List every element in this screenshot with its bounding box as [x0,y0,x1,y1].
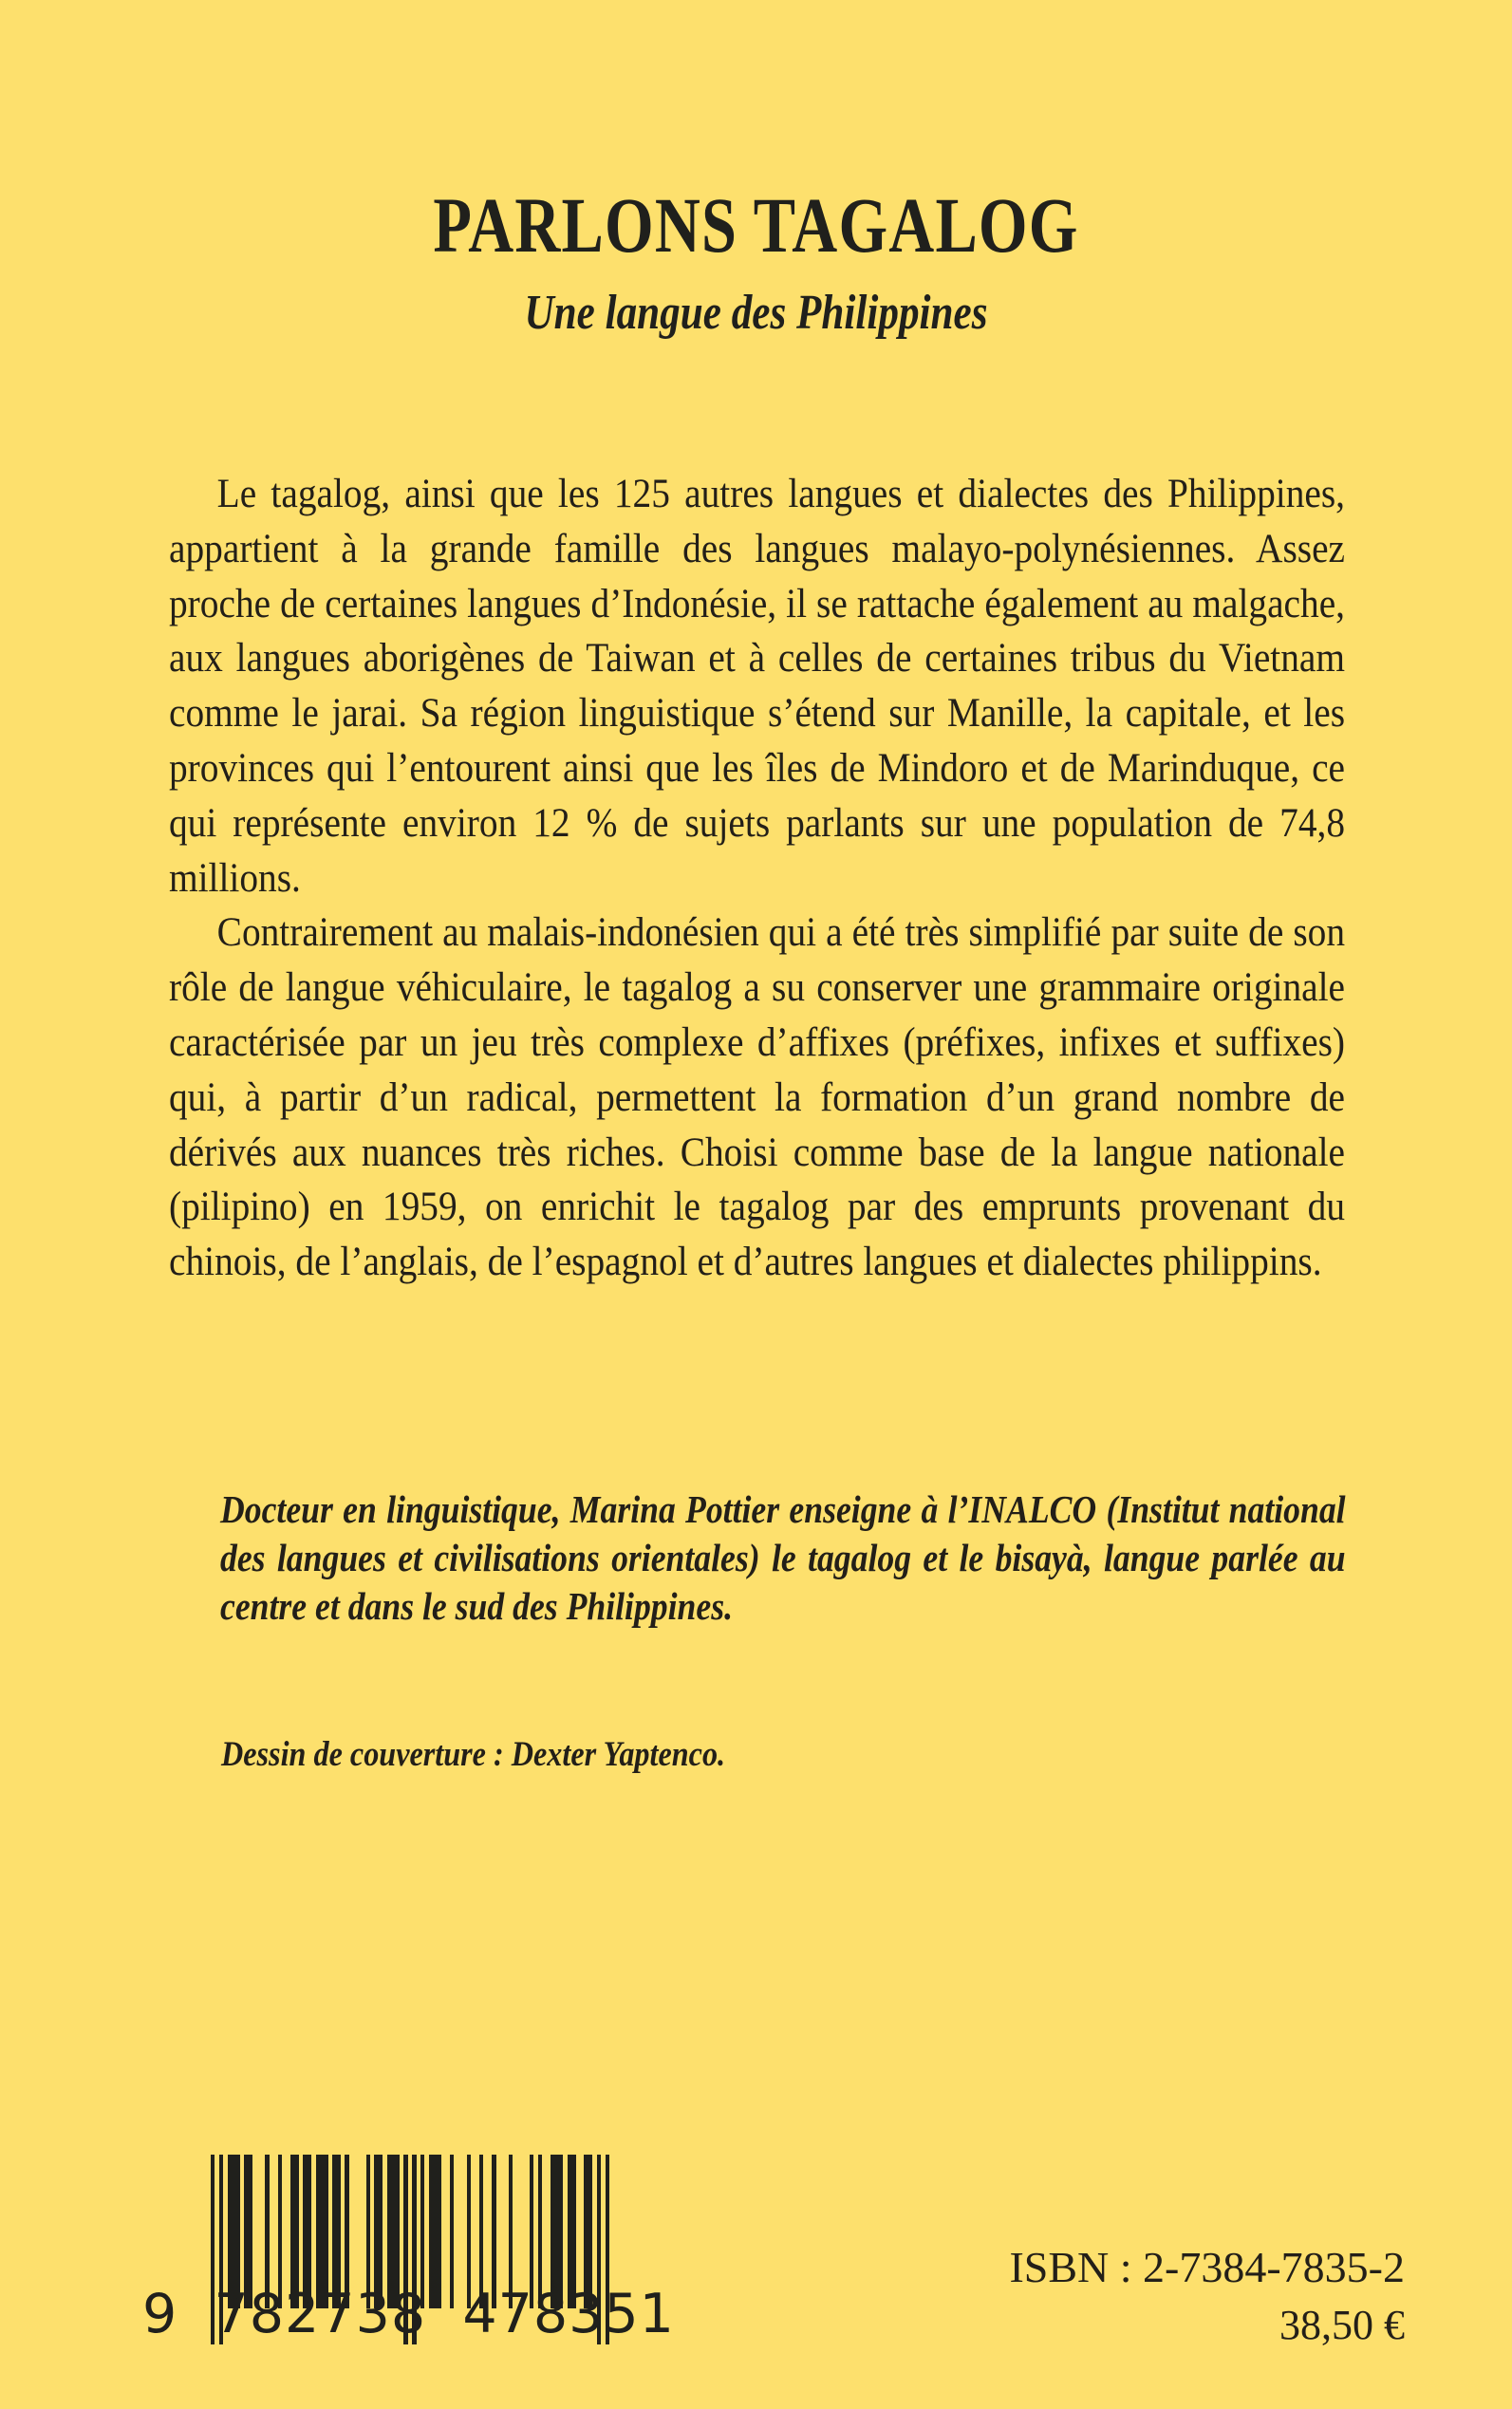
blurb-paragraph-2: Contrairement au malais-indonésien qui a été très simplifié par suite de son rôle de langue véhiculaire, le tagalog a su conserver une grammaire originale caractérisée par un jeu très complexe d’affixes (préfixes, infixes et suffixes) qui, à partir d’un radical, permettent la formation d’un grand nombre de dérivés aux nuances très riches. Choisi comme base de la langue nationale (pilipino) en 1959, on enrichit le tagalog par des emprunts provenant du chinois, de l’anglais, de l’espagnol et d’autres langues et dialectes philippins. [169,909,1346,1285]
cover-artist-credit: Dessin de couverture : Dexter Yaptenco. [221,1735,726,1774]
title-block [0,181,1512,340]
author-biography-text: Docteur en linguistique, Marina Pottier enseigne à l’INALCO (Institut national des langues et civilisations orientales) le tagalog et le bisayà, langue parlée au centre et dans le sud des Philippines. [220,1487,1346,1628]
isbn-block [1009,2238,1405,2354]
page-title: PARLONS TAGALOG [433,181,1079,269]
blurb-paragraph-1: Le tagalog, ainsi que les 125 autres langues et dialectes des Philippines, appartient à la grande famille des langues malayo-polynésiennes. Assez proche de certaines langues d’Indonésie, il se rattache également au malgache, aux langues aborigènes de Taiwan et à celles de certaines tribus du Vietnam comme le jarai. Sa région linguistique s’étend sur Manille, la capitale, et les provinces qui l’entourent ainsi que les îles de Mindoro et de Marinduque, ce qui représente environ 12 % de sujets parlants sur une population de 74,8 millions. [169,471,1346,901]
blurb-text [169,467,1345,1290]
isbn-number: ISBN : 2-7384-7835-2 [1009,2243,1405,2291]
author-biography [220,1485,1345,1631]
price: 38,50 € [1279,2302,1405,2348]
page-subtitle: Une langue des Philippines [524,286,988,340]
barcode-digits: 9 782738 478351 [142,2283,675,2345]
